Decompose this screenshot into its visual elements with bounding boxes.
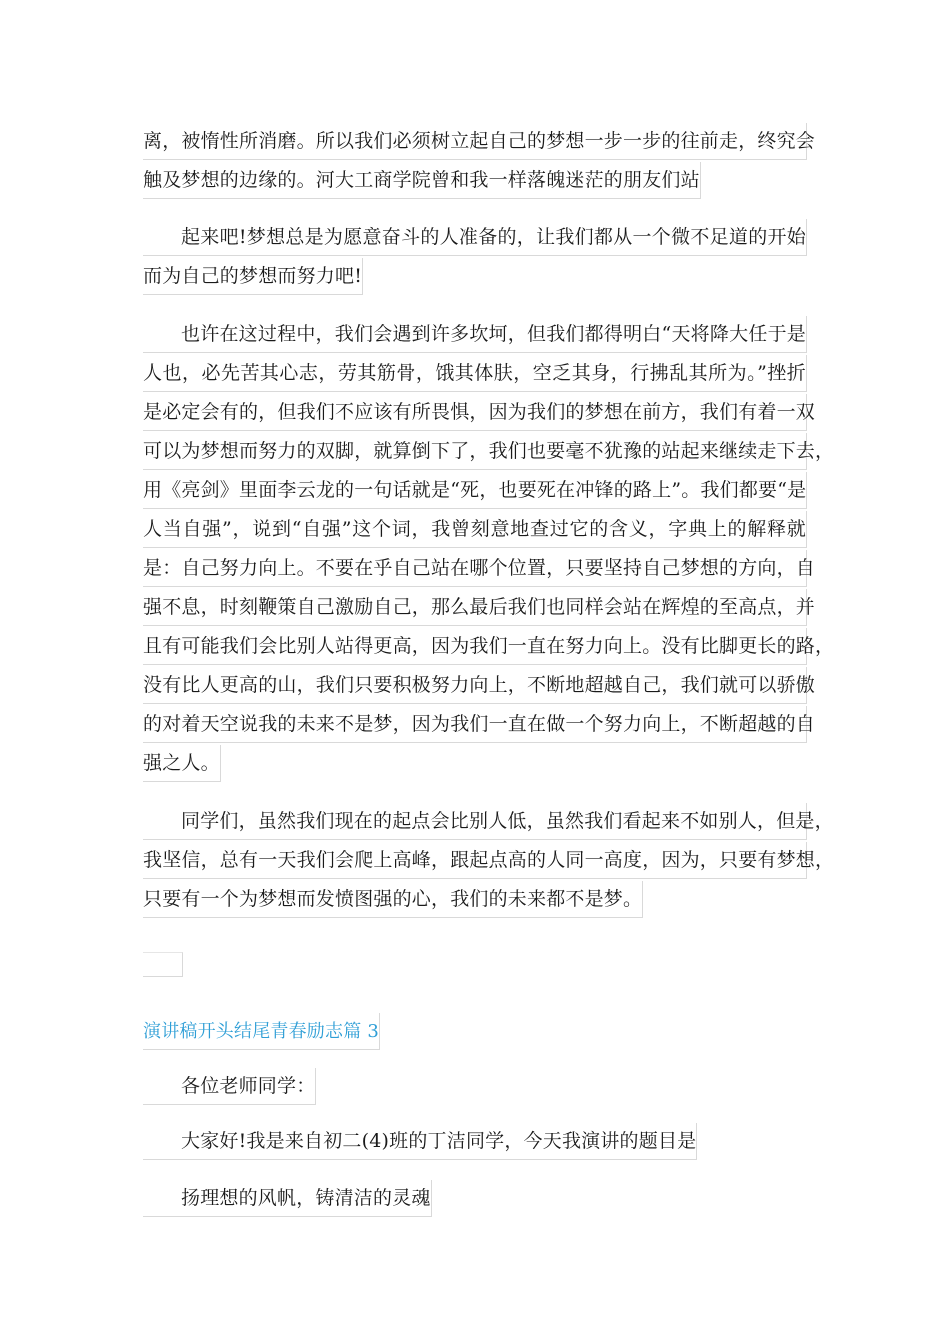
paragraph-line: 我坚信，总有一天我们会爬上高峰，跟起点高的人同一高度，因为，只要有梦想，: [143, 842, 807, 879]
paragraph-line: 而为自己的梦想而努力吧!: [143, 258, 363, 295]
paragraph-line: 起来吧!梦想总是为愿意奋斗的人准备的，让我们都从一个微不足道的开始: [143, 219, 807, 256]
intro-line: 大家好!我是来自初二(4)班的丁洁同学，今天我演讲的题目是: [143, 1123, 697, 1160]
paragraph-line: 没有比人更高的山，我们只要积极努力向上，不断地超越自己，我们就可以骄傲: [143, 667, 807, 704]
greeting-line: 各位老师同学：: [143, 1068, 316, 1105]
paragraph-line: 离，被惰性所消磨。所以我们必须树立起自己的梦想一步一步的往前走，终究会: [143, 123, 807, 160]
paragraph-line: 也许在这过程中，我们会遇到许多坎坷，但我们都得明白“天将降大任于是: [143, 316, 807, 353]
paragraph-line: 人也，必先苦其心志，劳其筋骨，饿其体肤，空乏其身，行拂乱其所为。”挫折: [143, 355, 807, 392]
paragraph-line: 可以为梦想而努力的双脚，就算倒下了，我们也要毫不犹豫的站起来继续走下去，: [143, 433, 807, 470]
paragraph-line: 的对着天空说我的未来不是梦，因为我们一直在做一个努力向上，不断超越的自: [143, 706, 807, 743]
paragraph-line: 强之人。: [143, 745, 221, 782]
paragraph-line: 只要有一个为梦想而发愤图强的心，我们的未来都不是梦。: [143, 881, 643, 918]
paragraph-line: 是：自己努力向上。不要在乎自己站在哪个位置，只要坚持自己梦想的方向，自: [143, 550, 807, 587]
paragraph-line: 人当自强”，说到“自强”这个词，我曾刻意地查过它的含义，字典上的解释就: [143, 511, 807, 548]
paragraph-line: 强不息，时刻鞭策自己激励自己，那么最后我们也同样会站在辉煌的至高点，并: [143, 589, 807, 626]
empty-text-frame: [143, 952, 183, 977]
paragraph-line: 同学们，虽然我们现在的起点会比别人低，虽然我们看起来不如别人，但是，: [143, 803, 807, 840]
paragraph-line: 用《亮剑》里面李云龙的一句话就是“死，也要死在冲锋的路上”。我们都要“是: [143, 472, 807, 509]
section-heading: 演讲稿开头结尾青春励志篇 3: [143, 1013, 380, 1050]
speech-title-line: 扬理想的风帆，铸清洁的灵魂: [143, 1180, 432, 1217]
paragraph-line: 且有可能我们会比别人站得更高，因为我们一直在努力向上。没有比脚更长的路，: [143, 628, 807, 665]
paragraph-line: 是必定会有的，但我们不应该有所畏惧，因为我们的梦想在前方，我们有着一双: [143, 394, 807, 431]
paragraph-line: 触及梦想的边缘的。河大工商学院曾和我一样落魄迷茫的朋友们站: [143, 162, 701, 199]
